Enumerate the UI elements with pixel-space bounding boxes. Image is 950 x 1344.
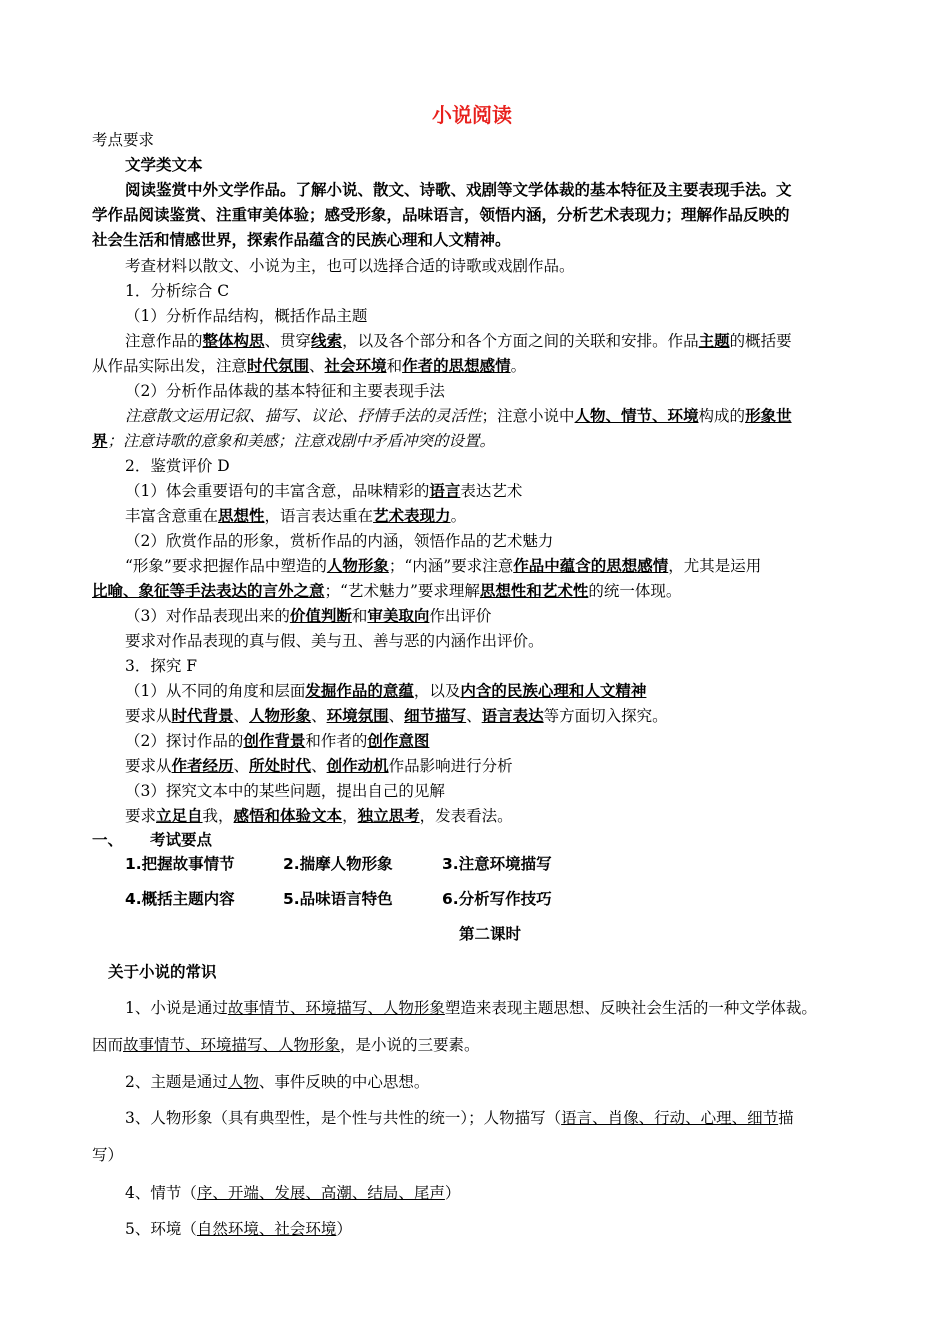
keyword: 审美取向 (367, 607, 430, 625)
text-run: 、 (388, 707, 405, 725)
text-run: 描 (778, 1109, 794, 1127)
text-run: 和作者的 (305, 732, 368, 750)
text-run: 的统一体现。 (588, 582, 682, 600)
section-inquiry: 3．探究 F (125, 657, 198, 675)
keyword: 人物 (227, 1073, 259, 1091)
inquiry-item-3: （3）探究文本中的某些问题，提出自己的见解 (125, 782, 445, 800)
text-run: 丰富含意重在 (125, 507, 219, 525)
appreciation-text-2-line-2 (92, 581, 681, 601)
inquiry-item-1 (125, 681, 646, 701)
keyword: 语言表达 (481, 707, 544, 725)
inquiry-item-2 (125, 731, 429, 751)
text-run: 注意作品的 (125, 332, 203, 350)
keyword: 艺术表现力 (373, 507, 451, 525)
keyword: 故事情节、环境描写、人物形象 (123, 1036, 341, 1054)
text-run: 。 (510, 357, 527, 375)
keyword: 细节描写 (404, 707, 467, 725)
knowledge-line-3 (125, 1108, 794, 1128)
keyword: 作者经历 (171, 757, 234, 775)
appreciation-item-2: （2）欣赏作品的形象，赏析作品的内涵，领悟作品的艺术魅力 (125, 532, 554, 550)
knowledge-line-1b (92, 1035, 480, 1055)
appreciation-text-3: 要求对作品表现的真与假、美与丑、善与恶的内涵作出评价。 (125, 632, 544, 650)
keyword: 作者的思想感情 (402, 357, 511, 375)
keyword: 主题 (698, 332, 730, 350)
exam-point-item: 5.品味语言特色 (283, 890, 393, 908)
keyword: 整体构思 (202, 332, 265, 350)
text-run: ） (444, 1184, 461, 1202)
exam-point-item: 3.注意环境描写 (442, 855, 552, 873)
text-run: 从作品实际出发，注意 (92, 357, 248, 375)
text-run: 因而 (92, 1036, 124, 1054)
text-run: ，语言表达重在 (264, 507, 374, 525)
text-run: 、事件反映的中心思想。 (258, 1073, 430, 1091)
text-run: 构成的 (698, 407, 746, 425)
text-run: 要求 (125, 807, 157, 825)
keyword: 语言 (429, 482, 461, 500)
text-run: “形象”要求把握作品中塑造的 (125, 557, 327, 575)
text-run: 塑造来表现主题思想、反映社会生活的一种文学体裁。 (444, 999, 817, 1017)
requirements-heading: 考点要求 (92, 131, 155, 149)
exam-points-heading: 考试要点 (150, 831, 213, 849)
text-run: 和 (351, 607, 368, 625)
keyword: 发掘作品的意蕴 (305, 682, 414, 700)
keyword: 思想性和艺术性 (479, 582, 589, 600)
exam-points-number: 一、 (92, 831, 124, 849)
keyword: 社会环境 (324, 357, 387, 375)
text-run: ；注意诗歌的意象和美感；注意戏剧中矛盾冲突的设置。 (107, 432, 496, 450)
text-run: （1）体会重要语句的丰富含意，品味精彩的 (125, 482, 430, 500)
keyword: 故事情节、环境描写、人物形象 (227, 999, 445, 1017)
keyword: 感悟和体验文本 (233, 807, 343, 825)
knowledge-line-4 (125, 1183, 460, 1203)
keyword: 比喻、象征等手法表达的言外之意 (92, 582, 325, 600)
appreciation-text-2-line-1 (125, 556, 761, 576)
text-run: 1、小说是通过 (125, 999, 228, 1017)
lesson2-heading: 第二课时 (459, 925, 522, 943)
keyword: 立足自 (156, 807, 203, 825)
text-run: ， (342, 807, 358, 825)
lesson2-subheading: 关于小说的常识 (108, 963, 217, 981)
appreciation-item-3 (125, 606, 491, 626)
keyword: 自然环境、社会环境 (196, 1220, 337, 1238)
text-run: （3）对作品表现出来的 (125, 607, 290, 625)
keyword: 人物、情节、环境 (574, 407, 699, 425)
text-run: 、 (311, 757, 327, 775)
text-run: 等方面切入探究。 (543, 707, 668, 725)
text-run: ；“艺术魅力”要求理解 (324, 582, 480, 600)
keyword: 创作意图 (367, 732, 430, 750)
text-run: 、 (309, 357, 325, 375)
text-run: 的概括要 (729, 332, 792, 350)
text-run: 要求从 (125, 757, 172, 775)
text-run: 、 (233, 707, 250, 725)
intro-line-3: 社会生活和情感世界，探索作品蕴含的民族心理和人文精神。 (92, 231, 511, 249)
exam-point-item: 2.揣摩人物形象 (283, 855, 393, 873)
analysis-text-line-2 (92, 356, 526, 376)
text-run: 表达艺术 (460, 482, 523, 500)
text-run: 要求从 (125, 707, 172, 725)
text-run: ，是小说的三要素。 (340, 1036, 480, 1054)
keyword: 人物形象 (249, 707, 312, 725)
analysis-item-1: （1）分析作品结构，概括作品主题 (125, 307, 368, 325)
text-run: ，尤其是运用 (668, 557, 762, 575)
text-run: （2）探讨作品的 (125, 732, 244, 750)
keyword: 时代背景 (171, 707, 234, 725)
keyword: 思想性 (218, 507, 265, 525)
keyword: 独立思考 (357, 807, 420, 825)
keyword: 界 (92, 432, 108, 450)
page-title: 小说阅读 (432, 103, 512, 127)
text-run: ，发表看法。 (419, 807, 513, 825)
text-run: ；注意小说中 (481, 407, 575, 425)
knowledge-line-3b: 写） (92, 1146, 124, 1164)
appreciation-text-1 (125, 506, 466, 526)
analysis-item-2: （2）分析作品体裁的基本特征和主要表现手法 (125, 382, 445, 400)
section-analysis: 1．分析综合 C (125, 282, 230, 300)
genre-text-line-2 (92, 431, 495, 451)
keyword: 语言、肖像、行动、心理、细节 (561, 1109, 779, 1127)
keyword: 内含的民族心理和人文精神 (460, 682, 647, 700)
text-run: ） (336, 1220, 352, 1238)
exam-point-item: 1.把握故事情节 (125, 855, 235, 873)
knowledge-line-2 (125, 1072, 429, 1092)
text-run: 。 (450, 507, 467, 525)
text-run: ，以及各个部分和各个方面之间的关联和安排。作品 (342, 332, 699, 350)
genre-text-line-1 (125, 406, 792, 426)
text-run: 2、主题是通过 (125, 1073, 228, 1091)
inquiry-text-1 (125, 706, 668, 726)
appreciation-item-1 (125, 481, 522, 501)
intro-line-2: 学作品阅读鉴赏、注重审美体验；感受形象，品味语言，领悟内涵，分析艺术表现力；理解作品反映的 (92, 206, 790, 224)
keyword: 序、开端、发展、高潮、结局、尾声 (196, 1184, 445, 1202)
knowledge-line-1 (125, 998, 817, 1018)
keyword: 形象世 (745, 407, 792, 425)
keyword: 人物形象 (326, 557, 389, 575)
keyword: 创作动机 (326, 757, 389, 775)
text-run: 、 (233, 757, 250, 775)
text-run: 和 (386, 357, 403, 375)
section-appreciation: 2．鉴赏评价 D (125, 457, 230, 475)
keyword: 作品中蕴含的思想感情 (513, 557, 669, 575)
text-run: 3、人物形象（具有典型性，是个性与共性的统一）；人物描写（ (125, 1109, 562, 1127)
keyword: 线索 (311, 332, 343, 350)
intro-line-1: 阅读鉴赏中外文学作品。了解小说、散文、诗歌、戏剧等文学体裁的基本特征及主要表现手法。文 (125, 181, 792, 199)
inquiry-text-2 (125, 756, 513, 776)
text-run: 4、情节（ (125, 1184, 197, 1202)
text-run: 作出评价 (429, 607, 492, 625)
text-run: 注意散文运用记叙、描写、议论、抒情手法的灵活性 (125, 407, 482, 425)
keyword: 价值判断 (289, 607, 352, 625)
keyword: 所处时代 (249, 757, 312, 775)
text-run: 我， (202, 807, 234, 825)
exam-point-item: 4.概括主题内容 (125, 890, 235, 908)
inquiry-text-3 (125, 806, 513, 826)
text-run: ；“内涵”要求注意 (388, 557, 514, 575)
keyword: 创作背景 (243, 732, 306, 750)
literature-subheading: 文学类文本 (125, 156, 203, 174)
keyword: 时代氛围 (247, 357, 310, 375)
keyword: 环境氛围 (326, 707, 389, 725)
text-run: 、 (466, 707, 482, 725)
text-run: （1）从不同的角度和层面 (125, 682, 306, 700)
text-run: ，以及 (413, 682, 461, 700)
exam-point-item: 6.分析写作技巧 (442, 890, 552, 908)
analysis-text-line-1 (125, 331, 792, 351)
knowledge-line-5 (125, 1219, 352, 1239)
text-run: 、 (311, 707, 327, 725)
text-run: 5、环境（ (125, 1220, 197, 1238)
text-run: 作品影响进行分析 (388, 757, 513, 775)
material-note: 考查材料以散文、小说为主，也可以选择合适的诗歌或戏剧作品。 (125, 257, 575, 275)
text-run: 、贯穿 (264, 332, 312, 350)
